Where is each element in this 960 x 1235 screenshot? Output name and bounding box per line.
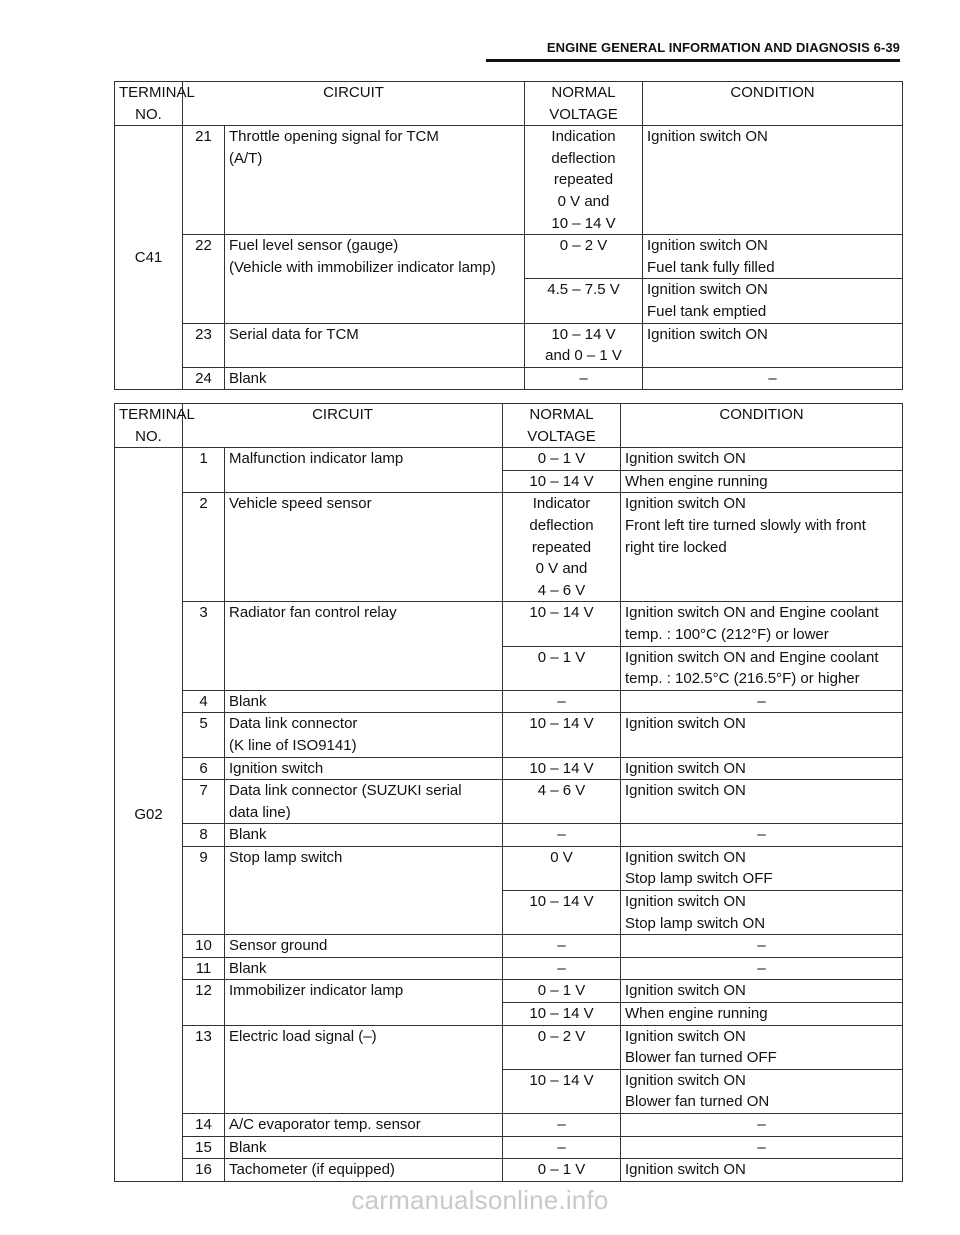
table-row — [115, 980, 903, 1003]
condition-cell: Ignition switch ON Stop lamp switch ON — [621, 891, 903, 935]
circuit-cell: A/C evaporator temp. sensor — [225, 1114, 503, 1137]
circuit-cell: Throttle opening signal for TCM (A/T) — [225, 126, 525, 235]
circuit-cell: Vehicle speed sensor — [225, 493, 503, 602]
circuit-cell: Blank — [225, 690, 503, 713]
terminal-number: 4 — [183, 690, 225, 713]
table-row — [115, 367, 903, 390]
header-circuit: CIRCUIT — [183, 82, 525, 126]
terminal-number: 11 — [183, 957, 225, 980]
table-row — [115, 824, 903, 847]
voltage-cell: 10 – 14 V — [503, 713, 621, 757]
voltage-cell: Indicator deflection repeated 0 V and 4 – 6 V — [503, 493, 621, 602]
condition-cell: – — [621, 1114, 903, 1137]
voltage-cell: 10 – 14 V — [503, 1003, 621, 1026]
terminal-number: 15 — [183, 1136, 225, 1159]
header-normal-voltage: NORMAL VOLTAGE — [503, 404, 621, 448]
terminal-number: 12 — [183, 980, 225, 1025]
terminal-number: 8 — [183, 824, 225, 847]
table-row — [115, 235, 903, 279]
header-condition: CONDITION — [621, 404, 903, 448]
condition-cell: Ignition switch ON and Engine coolant temp. : 102.5°C (216.5°F) or higher — [621, 646, 903, 690]
circuit-cell: Sensor ground — [225, 935, 503, 958]
circuit-cell: Blank — [225, 957, 503, 980]
terminal-number: 16 — [183, 1159, 225, 1182]
table-row — [115, 323, 903, 367]
condition-cell: Ignition switch ON Front left tire turned slowly with front right tire locked — [621, 493, 903, 602]
terminal-number: 9 — [183, 846, 225, 934]
voltage-cell: 10 – 14 V — [503, 757, 621, 780]
header-terminal-no: TERMINAL NO. — [115, 404, 183, 448]
terminal-number: 1 — [183, 448, 225, 493]
circuit-cell: Serial data for TCM — [225, 323, 525, 367]
voltage-cell: 10 – 14 V — [503, 891, 621, 935]
condition-cell: – — [621, 957, 903, 980]
table-row — [115, 493, 903, 602]
circuit-cell: Ignition switch — [225, 757, 503, 780]
table-row — [115, 126, 903, 235]
page-header-title: ENGINE GENERAL INFORMATION AND DIAGNOSIS 6-39 — [546, 40, 900, 55]
table-row — [115, 448, 903, 471]
circuit-cell: Radiator fan control relay — [225, 602, 503, 690]
terminal-table-g02 — [114, 403, 903, 1182]
condition-cell: Ignition switch ON — [621, 448, 903, 471]
table-row — [115, 846, 903, 890]
voltage-cell: – — [525, 367, 643, 390]
condition-cell: – — [621, 690, 903, 713]
condition-cell: – — [643, 367, 903, 390]
condition-cell: Ignition switch ON and Engine coolant temp. : 100°C (212°F) or lower — [621, 602, 903, 646]
condition-cell: Ignition switch ON Blower fan turned OFF — [621, 1025, 903, 1069]
condition-cell: – — [621, 935, 903, 958]
header-circuit: CIRCUIT — [183, 404, 503, 448]
terminal-number: 3 — [183, 602, 225, 690]
terminal-table-c41 — [114, 81, 903, 390]
voltage-cell: 0 – 1 V — [503, 1159, 621, 1182]
terminal-number: 24 — [183, 367, 225, 390]
header-rule — [486, 59, 900, 62]
condition-cell: Ignition switch ON — [643, 126, 903, 235]
connector-label: G02 — [115, 448, 183, 1182]
voltage-cell: – — [503, 824, 621, 847]
condition-cell: When engine running — [621, 470, 903, 493]
table-row — [115, 1025, 903, 1069]
condition-cell: Ignition switch ON Fuel tank fully filled — [643, 235, 903, 279]
circuit-cell: Stop lamp switch — [225, 846, 503, 934]
terminal-number: 21 — [183, 126, 225, 235]
voltage-cell: – — [503, 935, 621, 958]
table-row — [115, 690, 903, 713]
terminal-number: 7 — [183, 780, 225, 824]
table-row — [115, 713, 903, 757]
table-row — [115, 757, 903, 780]
connector-label: C41 — [115, 126, 183, 390]
circuit-cell: Blank — [225, 824, 503, 847]
header-normal-voltage: NORMAL VOLTAGE — [525, 82, 643, 126]
voltage-cell: 0 – 1 V — [503, 980, 621, 1003]
condition-cell: Ignition switch ON — [621, 757, 903, 780]
circuit-cell: Malfunction indicator lamp — [225, 448, 503, 493]
terminal-number: 6 — [183, 757, 225, 780]
table-row — [115, 602, 903, 646]
voltage-cell: Indication deflection repeated 0 V and 10 – 14 V — [525, 126, 643, 235]
circuit-cell: Fuel level sensor (gauge) (Vehicle with immobilizer indicator lamp) — [225, 235, 525, 323]
condition-cell: Ignition switch ON Blower fan turned ON — [621, 1069, 903, 1113]
table-row — [115, 1159, 903, 1182]
voltage-cell: – — [503, 1114, 621, 1137]
voltage-cell: 4 – 6 V — [503, 780, 621, 824]
condition-cell: Ignition switch ON — [643, 323, 903, 367]
circuit-cell: Blank — [225, 1136, 503, 1159]
condition-cell: When engine running — [621, 1003, 903, 1026]
voltage-cell: 10 – 14 V — [503, 470, 621, 493]
condition-cell: Ignition switch ON — [621, 713, 903, 757]
condition-cell: Ignition switch ON Fuel tank emptied — [643, 279, 903, 323]
terminal-number: 2 — [183, 493, 225, 602]
circuit-cell: Immobilizer indicator lamp — [225, 980, 503, 1025]
voltage-cell: 0 V — [503, 846, 621, 890]
table-row — [115, 780, 903, 824]
voltage-cell: – — [503, 957, 621, 980]
voltage-cell: – — [503, 1136, 621, 1159]
voltage-cell: 10 – 14 V — [503, 602, 621, 646]
voltage-cell: 0 – 1 V — [503, 448, 621, 471]
voltage-cell: 0 – 2 V — [525, 235, 643, 279]
terminal-number: 10 — [183, 935, 225, 958]
circuit-cell: Data link connector (SUZUKI serial data line) — [225, 780, 503, 824]
table-row — [115, 935, 903, 958]
circuit-cell: Blank — [225, 367, 525, 390]
voltage-cell: 4.5 – 7.5 V — [525, 279, 643, 323]
circuit-cell: Tachometer (if equipped) — [225, 1159, 503, 1182]
condition-cell: Ignition switch ON — [621, 1159, 903, 1182]
voltage-cell: 0 – 1 V — [503, 646, 621, 690]
condition-cell: Ignition switch ON — [621, 980, 903, 1003]
condition-cell: Ignition switch ON — [621, 780, 903, 824]
voltage-cell: 10 – 14 V — [503, 1069, 621, 1113]
table-header-row — [115, 82, 903, 126]
circuit-cell: Electric load signal (–) — [225, 1025, 503, 1113]
terminal-number: 14 — [183, 1114, 225, 1137]
header-terminal-no: TERMINAL NO. — [115, 82, 183, 126]
header-condition: CONDITION — [643, 82, 903, 126]
condition-cell: Ignition switch ON Stop lamp switch OFF — [621, 846, 903, 890]
terminal-number: 5 — [183, 713, 225, 757]
voltage-cell: – — [503, 690, 621, 713]
table-header-row — [115, 404, 903, 448]
voltage-cell: 0 – 2 V — [503, 1025, 621, 1069]
terminal-number: 23 — [183, 323, 225, 367]
table-row — [115, 1114, 903, 1137]
voltage-cell: 10 – 14 V and 0 – 1 V — [525, 323, 643, 367]
table-row — [115, 957, 903, 980]
condition-cell: – — [621, 824, 903, 847]
terminal-number: 22 — [183, 235, 225, 323]
condition-cell: – — [621, 1136, 903, 1159]
table-row — [115, 1136, 903, 1159]
circuit-cell: Data link connector (K line of ISO9141) — [225, 713, 503, 757]
watermark-text: carmanualsonline.info — [351, 1185, 609, 1215]
terminal-number: 13 — [183, 1025, 225, 1113]
